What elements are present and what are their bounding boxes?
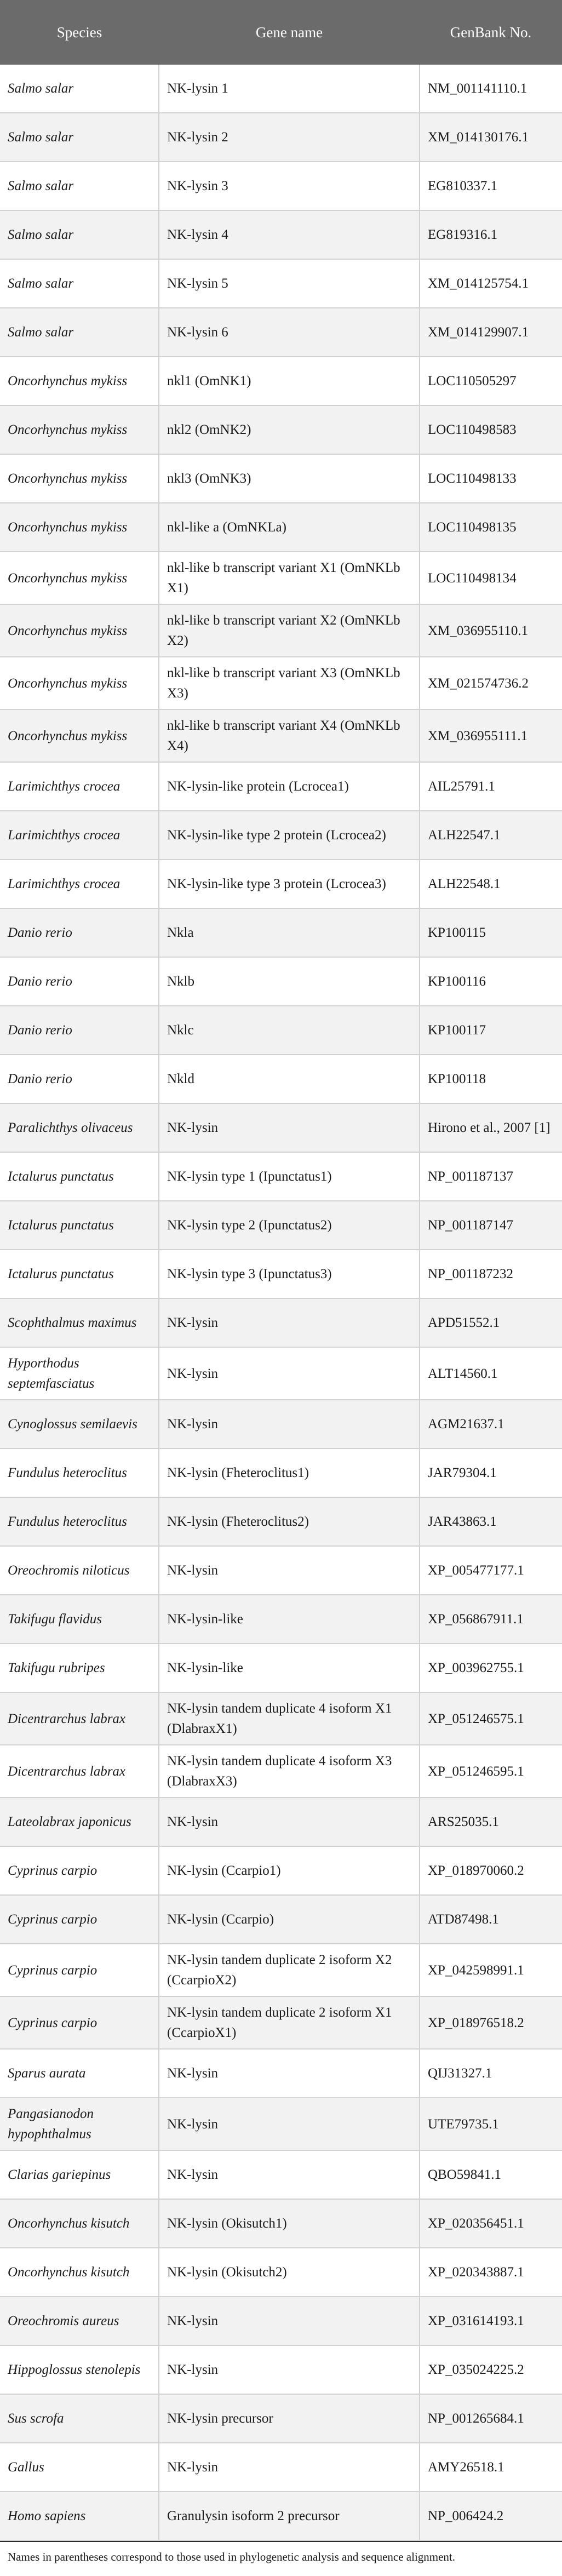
- table-header: [0, 0, 562, 65]
- gene-name-cell: NK-lysin: [159, 1798, 420, 1846]
- table-row: [0, 860, 562, 908]
- species-cell: Oncorhynchus mykiss: [0, 357, 159, 405]
- table-row: [0, 1692, 562, 1745]
- gene-name-cell: NK-lysin (Ccarpio): [159, 1895, 420, 1944]
- species-cell: Salmo salar: [0, 308, 159, 357]
- gene-name-cell: NK-lysin-like type 2 protein (Lcrocea2): [159, 811, 420, 860]
- species-cell: Pangasianodon hypophthalmus: [0, 2098, 159, 2150]
- table-row: [0, 259, 562, 308]
- table-row: [0, 552, 562, 604]
- table-row: [0, 657, 562, 709]
- genbank-cell: XM_014130176.1: [420, 113, 562, 162]
- genbank-cell: NP_001187147: [420, 1201, 562, 1250]
- gene-name-cell: nkl-like b transcript variant X2 (OmNKLb X2): [159, 604, 420, 657]
- table-row: [0, 1546, 562, 1595]
- species-cell: Gallus: [0, 2443, 159, 2492]
- table-row: [0, 65, 562, 113]
- gene-name-cell: NK-lysin 3: [159, 162, 420, 210]
- table-row: [0, 503, 562, 552]
- table-row: [0, 811, 562, 860]
- gene-name-cell: NK-lysin-like protein (Lcrocea1): [159, 762, 420, 811]
- species-cell: Dicentrarchus labrax: [0, 1692, 159, 1745]
- gene-name-cell: NK-lysin-like: [159, 1644, 420, 1692]
- genbank-cell: ATD87498.1: [420, 1895, 562, 1944]
- species-cell: Oncorhynchus kisutch: [0, 2248, 159, 2297]
- species-cell: Oncorhynchus mykiss: [0, 454, 159, 503]
- gene-name-cell: NK-lysin (Fheteroclitus2): [159, 1497, 420, 1546]
- gene-name-cell: NK-lysin: [159, 1546, 420, 1595]
- table-row: [0, 1449, 562, 1497]
- genbank-cell: NP_001187137: [420, 1152, 562, 1201]
- genbank-cell: LOC110505297: [420, 357, 562, 405]
- table-row: [0, 2098, 562, 2150]
- genbank-cell: XM_036955110.1: [420, 604, 562, 657]
- table-row: [0, 1152, 562, 1201]
- gene-name-cell: NK-lysin (Fheteroclitus1): [159, 1449, 420, 1497]
- gene-name-cell: NK-lysin: [159, 2443, 420, 2492]
- species-cell: Fundulus heteroclitus: [0, 1449, 159, 1497]
- species-cell: Larimichthys crocea: [0, 811, 159, 860]
- species-cell: Oncorhynchus mykiss: [0, 657, 159, 709]
- species-cell: Cynoglossus semilaevis: [0, 1400, 159, 1449]
- gene-name-cell: NK-lysin (Ccarpio1): [159, 1846, 420, 1895]
- genbank-cell: UTE79735.1: [420, 2098, 562, 2150]
- species-cell: Oreochromis aureus: [0, 2297, 159, 2345]
- table-row: [0, 1103, 562, 1152]
- genbank-cell: AIL25791.1: [420, 762, 562, 811]
- genbank-cell: QBO59841.1: [420, 2150, 562, 2199]
- table-row: [0, 1745, 562, 1798]
- gene-name-cell: nkl1 (OmNK1): [159, 357, 420, 405]
- genbank-cell: Hirono et al., 2007 [1]: [420, 1103, 562, 1152]
- species-cell: Oncorhynchus mykiss: [0, 405, 159, 454]
- genbank-cell: XP_018970060.2: [420, 1846, 562, 1895]
- species-cell: Oncorhynchus kisutch: [0, 2199, 159, 2248]
- species-cell: Oreochromis niloticus: [0, 1546, 159, 1595]
- genbank-cell: NP_001187232: [420, 1250, 562, 1298]
- header-row: [0, 0, 562, 65]
- gene-name-cell: Granulysin isoform 2 precursor: [159, 2492, 420, 2540]
- gene-name-cell: NK-lysin: [159, 2297, 420, 2345]
- species-cell: Lateolabrax japonicus: [0, 1798, 159, 1846]
- species-cell: Ictalurus punctatus: [0, 1250, 159, 1298]
- gene-name-cell: NK-lysin-like: [159, 1595, 420, 1644]
- gene-name-cell: nkl-like b transcript variant X4 (OmNKLb X4): [159, 709, 420, 762]
- genbank-cell: QIJ31327.1: [420, 2049, 562, 2098]
- genbank-cell: KP100117: [420, 1006, 562, 1055]
- species-cell: Hyporthodus septemfasciatus: [0, 1347, 159, 1400]
- gene-name-cell: NK-lysin: [159, 1103, 420, 1152]
- genbank-cell: ALT14560.1: [420, 1347, 562, 1400]
- species-cell: Salmo salar: [0, 259, 159, 308]
- genbank-cell: NM_001141110.1: [420, 65, 562, 113]
- table-row: [0, 709, 562, 762]
- table-row: [0, 1798, 562, 1846]
- table-row: [0, 308, 562, 357]
- gene-name-cell: NK-lysin: [159, 2345, 420, 2394]
- gene-name-cell: nkl-like b transcript variant X1 (OmNKLb X1): [159, 552, 420, 604]
- species-cell: Salmo salar: [0, 162, 159, 210]
- genbank-cell: EG810337.1: [420, 162, 562, 210]
- genbank-cell: ARS25035.1: [420, 1798, 562, 1846]
- species-cell: Cyprinus carpio: [0, 1846, 159, 1895]
- species-cell: Salmo salar: [0, 65, 159, 113]
- genbank-cell: ALH22547.1: [420, 811, 562, 860]
- table-row: [0, 113, 562, 162]
- species-cell: Ictalurus punctatus: [0, 1201, 159, 1250]
- genbank-cell: EG819316.1: [420, 210, 562, 259]
- species-cell: Takifugu rubripes: [0, 1644, 159, 1692]
- genbank-cell: XP_051246595.1: [420, 1745, 562, 1798]
- header-gene-name: Gene name: [159, 0, 420, 65]
- table-row: [0, 1347, 562, 1400]
- gene-name-cell: NK-lysin: [159, 2049, 420, 2098]
- gene-name-cell: NK-lysin 4: [159, 210, 420, 259]
- species-cell: Homo sapiens: [0, 2492, 159, 2540]
- genbank-cell: LOC110498133: [420, 454, 562, 503]
- species-cell: Hippoglossus stenolepis: [0, 2345, 159, 2394]
- table-row: [0, 1846, 562, 1895]
- table-row: [0, 1895, 562, 1944]
- header-species: Species: [0, 0, 159, 65]
- species-cell: Danio rerio: [0, 957, 159, 1006]
- genbank-cell: XM_014129907.1: [420, 308, 562, 357]
- genbank-cell: KP100116: [420, 957, 562, 1006]
- genbank-cell: XM_014125754.1: [420, 259, 562, 308]
- table-row: [0, 162, 562, 210]
- genbank-cell: NP_001265684.1: [420, 2394, 562, 2443]
- table-row: [0, 604, 562, 657]
- gene-name-cell: NK-lysin type 2 (Ipunctatus2): [159, 1201, 420, 1250]
- gene-name-cell: NK-lysin: [159, 2150, 420, 2199]
- table-row: [0, 1400, 562, 1449]
- species-cell: Clarias gariepinus: [0, 2150, 159, 2199]
- gene-name-cell: NK-lysin (Okisutch2): [159, 2248, 420, 2297]
- genbank-cell: XP_031614193.1: [420, 2297, 562, 2345]
- species-cell: Salmo salar: [0, 113, 159, 162]
- species-cell: Larimichthys crocea: [0, 860, 159, 908]
- gene-name-cell: Nklb: [159, 957, 420, 1006]
- species-cell: Danio rerio: [0, 908, 159, 957]
- table-row: [0, 1595, 562, 1644]
- genbank-cell: XP_051246575.1: [420, 1692, 562, 1745]
- table-row: [0, 1497, 562, 1546]
- gene-name-cell: NK-lysin (Okisutch1): [159, 2199, 420, 2248]
- gene-name-cell: NK-lysin tandem duplicate 4 isoform X1 (DlabraxX1): [159, 1692, 420, 1745]
- species-cell: Oncorhynchus mykiss: [0, 604, 159, 657]
- table-row: [0, 908, 562, 957]
- gene-name-cell: nkl3 (OmNK3): [159, 454, 420, 503]
- genbank-cell: AGM21637.1: [420, 1400, 562, 1449]
- species-cell: Oncorhynchus mykiss: [0, 552, 159, 604]
- genbank-cell: XP_005477177.1: [420, 1546, 562, 1595]
- gene-name-cell: NK-lysin tandem duplicate 2 isoform X2 (CcarpioX2): [159, 1944, 420, 1996]
- table-row: [0, 957, 562, 1006]
- gene-name-cell: NK-lysin tandem duplicate 2 isoform X1 (CcarpioX1): [159, 1996, 420, 2049]
- species-cell: Dicentrarchus labrax: [0, 1745, 159, 1798]
- genbank-cell: XP_056867911.1: [420, 1595, 562, 1644]
- header-genbank-no: GenBank No.: [420, 0, 562, 65]
- table-row: [0, 1644, 562, 1692]
- genbank-cell: LOC110498583: [420, 405, 562, 454]
- table-row: [0, 405, 562, 454]
- gene-name-cell: Nkla: [159, 908, 420, 957]
- species-cell: Paralichthys olivaceus: [0, 1103, 159, 1152]
- species-cell: Sus scrofa: [0, 2394, 159, 2443]
- table-row: [0, 1996, 562, 2049]
- table-row: [0, 2049, 562, 2098]
- genbank-cell: LOC110498135: [420, 503, 562, 552]
- gene-name-cell: Nklc: [159, 1006, 420, 1055]
- species-cell: Ictalurus punctatus: [0, 1152, 159, 1201]
- table-row: [0, 2199, 562, 2248]
- species-cell: Danio rerio: [0, 1006, 159, 1055]
- genbank-cell: XP_042598991.1: [420, 1944, 562, 1996]
- species-cell: Cyprinus carpio: [0, 1944, 159, 1996]
- species-cell: Cyprinus carpio: [0, 1895, 159, 1944]
- genbank-cell: XP_018976518.2: [420, 1996, 562, 2049]
- table-row: [0, 1298, 562, 1347]
- genbank-cell: XP_020356451.1: [420, 2199, 562, 2248]
- genbank-cell: JAR43863.1: [420, 1497, 562, 1546]
- species-cell: Oncorhynchus mykiss: [0, 709, 159, 762]
- gene-name-cell: nkl-like b transcript variant X3 (OmNKLb X3): [159, 657, 420, 709]
- gene-name-cell: NK-lysin 1: [159, 65, 420, 113]
- gene-name-cell: NK-lysin: [159, 1400, 420, 1449]
- gene-name-cell: NK-lysin type 3 (Ipunctatus3): [159, 1250, 420, 1298]
- genbank-cell: LOC110498134: [420, 552, 562, 604]
- gene-name-cell: NK-lysin type 1 (Ipunctatus1): [159, 1152, 420, 1201]
- table-row: [0, 762, 562, 811]
- gene-name-cell: nkl-like a (OmNKLa): [159, 503, 420, 552]
- genbank-cell: KP100115: [420, 908, 562, 957]
- species-cell: Larimichthys crocea: [0, 762, 159, 811]
- table-row: [0, 454, 562, 503]
- table-row: [0, 2394, 562, 2443]
- genbank-cell: ALH22548.1: [420, 860, 562, 908]
- gene-name-cell: NK-lysin precursor: [159, 2394, 420, 2443]
- table-body: [0, 65, 562, 2540]
- gene-name-cell: NK-lysin: [159, 2098, 420, 2150]
- table-row: [0, 2297, 562, 2345]
- table-row: [0, 2443, 562, 2492]
- gene-name-cell: NK-lysin 5: [159, 259, 420, 308]
- table-row: [0, 2345, 562, 2394]
- table-row: [0, 1006, 562, 1055]
- species-cell: Danio rerio: [0, 1055, 159, 1103]
- genbank-cell: XM_036955111.1: [420, 709, 562, 762]
- gene-name-cell: nkl2 (OmNK2): [159, 405, 420, 454]
- gene-name-cell: NK-lysin 2: [159, 113, 420, 162]
- table-footnote: Names in parentheses correspond to those used in phylogenetic analysis and sequence alignment.: [0, 2541, 562, 2566]
- genbank-cell: XP_020343887.1: [420, 2248, 562, 2297]
- table-row: [0, 2492, 562, 2540]
- species-cell: Fundulus heteroclitus: [0, 1497, 159, 1546]
- table-row: [0, 1250, 562, 1298]
- gene-name-cell: NK-lysin 6: [159, 308, 420, 357]
- genbank-cell: JAR79304.1: [420, 1449, 562, 1497]
- genbank-cell: NP_006424.2: [420, 2492, 562, 2540]
- gene-name-cell: NK-lysin: [159, 1347, 420, 1400]
- genbank-cell: APD51552.1: [420, 1298, 562, 1347]
- table-row: [0, 1201, 562, 1250]
- table-row: [0, 1944, 562, 1996]
- table-row: [0, 2150, 562, 2199]
- gene-name-cell: Nkld: [159, 1055, 420, 1103]
- species-cell: Cyprinus carpio: [0, 1996, 159, 2049]
- genbank-cell: XM_021574736.2: [420, 657, 562, 709]
- genbank-cell: XP_035024225.2: [420, 2345, 562, 2394]
- gene-name-cell: NK-lysin-like type 3 protein (Lcrocea3): [159, 860, 420, 908]
- genbank-cell: KP100118: [420, 1055, 562, 1103]
- species-cell: Salmo salar: [0, 210, 159, 259]
- table-row: [0, 210, 562, 259]
- table-row: [0, 357, 562, 405]
- table-row: [0, 1055, 562, 1103]
- table-row: [0, 2248, 562, 2297]
- species-cell: Takifugu flavidus: [0, 1595, 159, 1644]
- genbank-cell: AMY26518.1: [420, 2443, 562, 2492]
- species-cell: Oncorhynchus mykiss: [0, 503, 159, 552]
- gene-name-cell: NK-lysin tandem duplicate 4 isoform X3 (DlabraxX3): [159, 1745, 420, 1798]
- gene-name-cell: NK-lysin: [159, 1298, 420, 1347]
- species-cell: Sparus aurata: [0, 2049, 159, 2098]
- species-cell: Scophthalmus maximus: [0, 1298, 159, 1347]
- genbank-cell: XP_003962755.1: [420, 1644, 562, 1692]
